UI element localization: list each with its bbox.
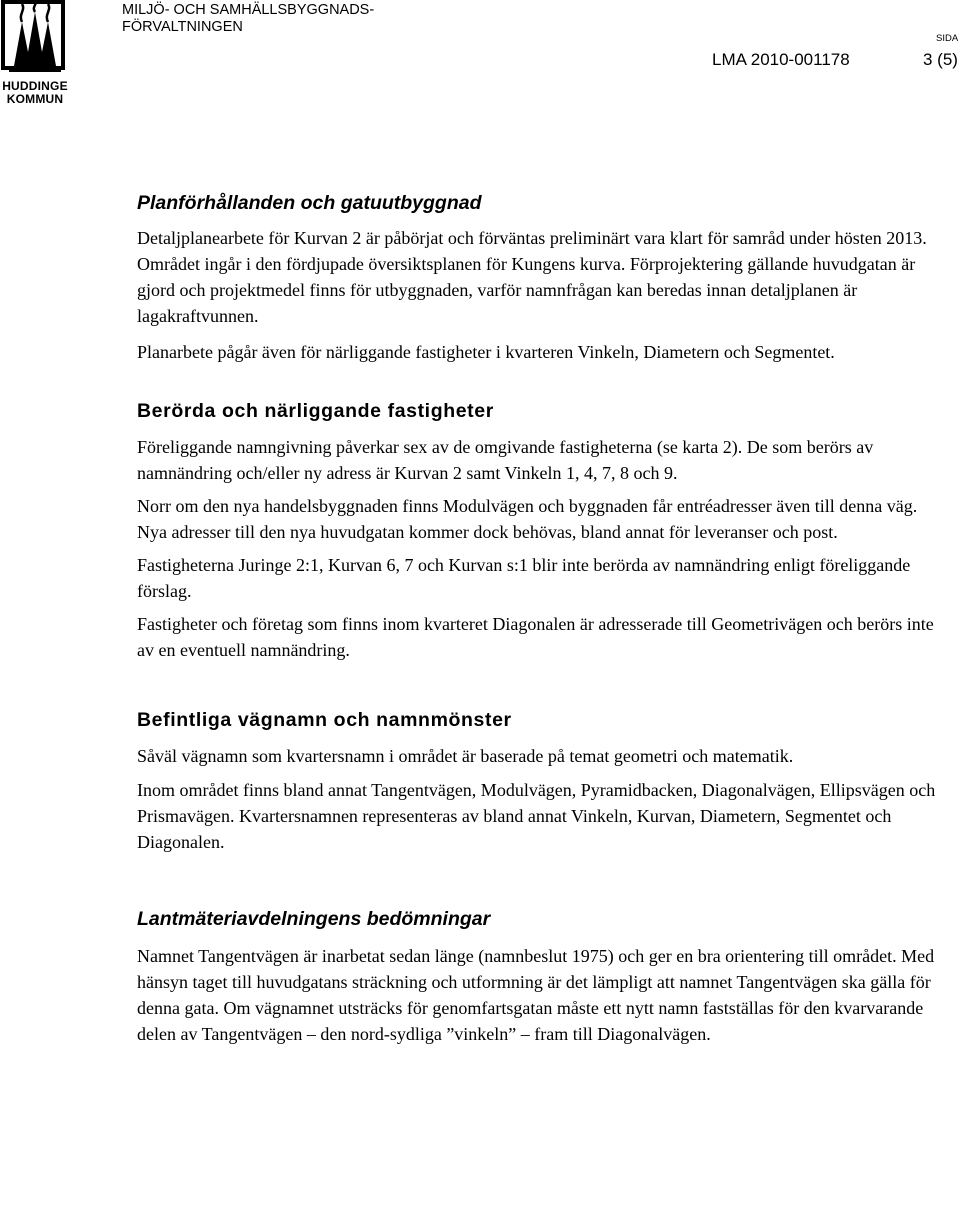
- section-affected-properties: [137, 398, 937, 663]
- page-number: 3 (5): [923, 50, 958, 69]
- paragraph: Detaljplanearbete för Kurvan 2 är påbörjat och förväntas preliminärt vara klart för samråd under hösten 2013. Området ingår i den fördjupade översiktsplanen för Kungens kurva. Förprojektering gällande huvudgatan är gjord och projektmedel finns för utbyggnaden, varför namnfrågan kan beredas innan detaljplanen är lagakraftvunnen.: [137, 228, 927, 326]
- department-line-1: MILJÖ- OCH SAMHÄLLSBYGGNADS-: [122, 2, 375, 18]
- section-heading: Berörda och närliggande fastigheter: [137, 400, 494, 422]
- section-existing-names: [137, 707, 937, 855]
- section-heading: Lantmäteriavdelningens bedömningar: [137, 908, 491, 930]
- section-assessments: [137, 906, 937, 1047]
- section-planning: [137, 190, 937, 365]
- logo-wordmark-line2: KOMMUN: [6, 92, 64, 106]
- paragraph: Föreliggande namngivning påverkar sex av de omgivande fastigheterna (se karta 2). De som berörs av namnändring och/eller ny adress är Kurvan 2 samt Vinkeln 1, 4, 7, 8 och 9.: [137, 437, 874, 483]
- document-body: [137, 190, 937, 1047]
- page-label: SIDA: [936, 33, 959, 44]
- reference-number: LMA 2010-001178: [712, 50, 850, 69]
- crown-emblem-icon: [0, 0, 70, 80]
- paragraph: Inom området finns bland annat Tangentvägen, Modulvägen, Pyramidbacken, Diagonalvägen, Ellipsvägen och Prismavägen. Kvartersnamnen representeras av bland annat Vinkeln, Kurvan, Diametern, Segmentet och Diagonalen.: [137, 780, 936, 852]
- paragraph: Fastigheterna Juringe 2:1, Kurvan 6, 7 och Kurvan s:1 blir inte berörda av namnändring enligt föreliggande förslag.: [137, 555, 911, 601]
- paragraph: Namnet Tangentvägen är inarbetat sedan länge (namnbeslut 1975) och ger en bra orientering till området. Med hänsyn taget till huvudgatans sträckning och utformning är det lämpligt att namnet Tangentvägen ska gälla för denna gata. Om vägnamnet utsträcks för genomfartsgatan måste ett nytt namn fastställas för den kvarvarande delen av Tangentvägen – den nord-sydliga ”vinkeln” – fram till Diagonalvägen.: [137, 946, 935, 1044]
- paragraph: Fastigheter och företag som finns inom kvarteret Diagonalen är adresserade till Geometrivägen och berörs inte av en eventuell namnändring.: [137, 614, 934, 660]
- section-heading: Planförhållanden och gatuutbyggnad: [137, 192, 482, 214]
- paragraph: Planarbete pågår även för närliggande fastigheter i kvarteren Vinkeln, Diametern och Segmentet.: [137, 342, 835, 362]
- department-name: [122, 2, 374, 36]
- department-line-2: FÖRVALTNINGEN: [122, 19, 243, 35]
- paragraph: Norr om den nya handelsbyggnaden finns Modulvägen och byggnaden får entréadresser även till denna väg. Nya adresser till den nya huvudgatan kommer dock behövas, bland annat för leveranser och post.: [137, 496, 918, 542]
- section-heading: Befintliga vägnamn och namnmönster: [137, 709, 512, 731]
- logo-wordmark-line1: HUDDINGE: [2, 79, 68, 93]
- municipal-logo: [0, 0, 70, 110]
- logo-wordmark: [0, 80, 70, 106]
- paragraph: Såväl vägnamn som kvartersnamn i området är baserade på temat geometri och matematik.: [137, 746, 794, 766]
